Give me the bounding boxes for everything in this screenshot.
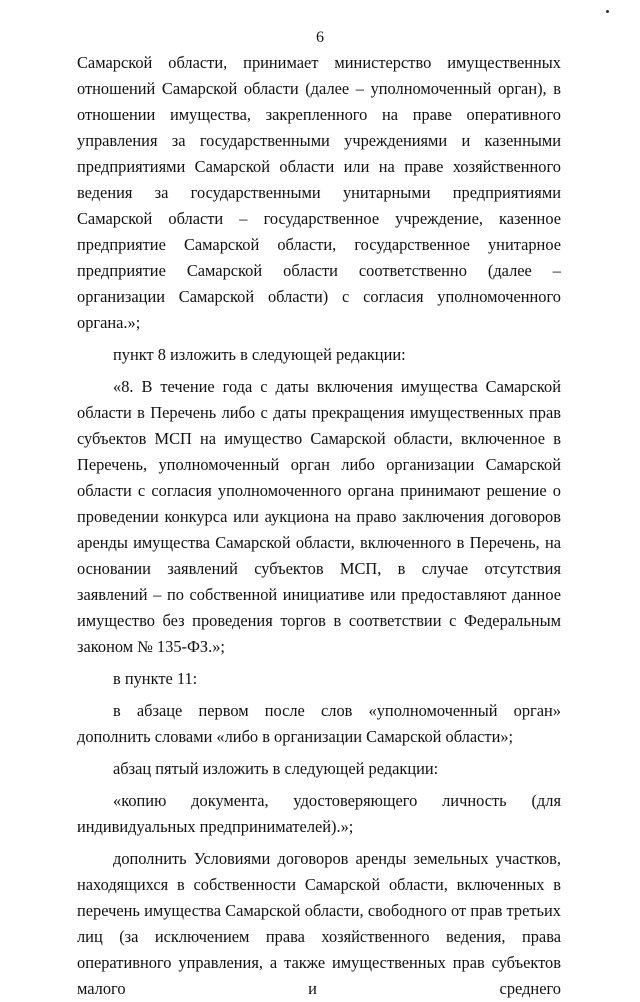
document-body xyxy=(77,50,561,1002)
paragraph-first-abzac: в абзаце первом после слов «уполномоченный орган» дополнить словами «либо в организации Самарской области»; xyxy=(77,701,561,746)
paragraph-fifth-abzac-intro: абзац пятый изложить в следующей редакции: xyxy=(113,759,439,778)
paragraph-fifth-abzac-text: «копию документа, удостоверяющего личность (для индивидуальных предпринимателей).»; xyxy=(77,791,561,836)
paragraph-continuation: Самарской области, принимает министерство имущественных отношений Самарской области (далее – уполномоченный орган), в отношении имущества, закрепленного на праве оперативного управления за государственными учреждениями и казенными предприятиями Самарской области или на праве хозяйственного ведения за государственными унитарными предприятиями Самарской области – государственное учреждение, казенное предприятие Самарской области, государственное унитарное предприятие Самарской области соответственно (далее – организации Самарской области) с согласия уполномоченного органа.»; xyxy=(77,53,561,332)
paragraph-point-8-text: «8. В течение года с даты включения имущества Самарской области в Перечень либо с даты прекращения имущественных прав субъектов МСП на имущество Самарской области, включенное в Перечень, уполномоченный орган либо организации Самарской области с согласия уполномоченного органа принимают решение о проведении конкурса или аукциона на право заключения договоров аренды имущества Самарской области, включенного в Перечень, на основании заявлений субъектов МСП, в случае отсутствия заявлений – по собственной инициативе или предоставляют данное имущество без проведения торгов в соответствии с Федеральным законом № 135-ФЗ.»; xyxy=(77,377,561,656)
scan-speck xyxy=(606,10,609,13)
paragraph-point-8-intro: пункт 8 изложить в следующей редакции: xyxy=(113,345,406,364)
page-number: 6 xyxy=(316,29,324,46)
paragraph-supplement: дополнить Условиями договоров аренды земельных участков, находящихся в собственности Самарской области, включенных в перечень имущества Самарской области, свободного от прав третьих лиц (за исключением права хозяйственного ведения, права оперативного управления, а также имущественных прав субъектов малого и среднего xyxy=(77,849,561,998)
paragraph-point-11-intro: в пункте 11: xyxy=(113,669,198,688)
